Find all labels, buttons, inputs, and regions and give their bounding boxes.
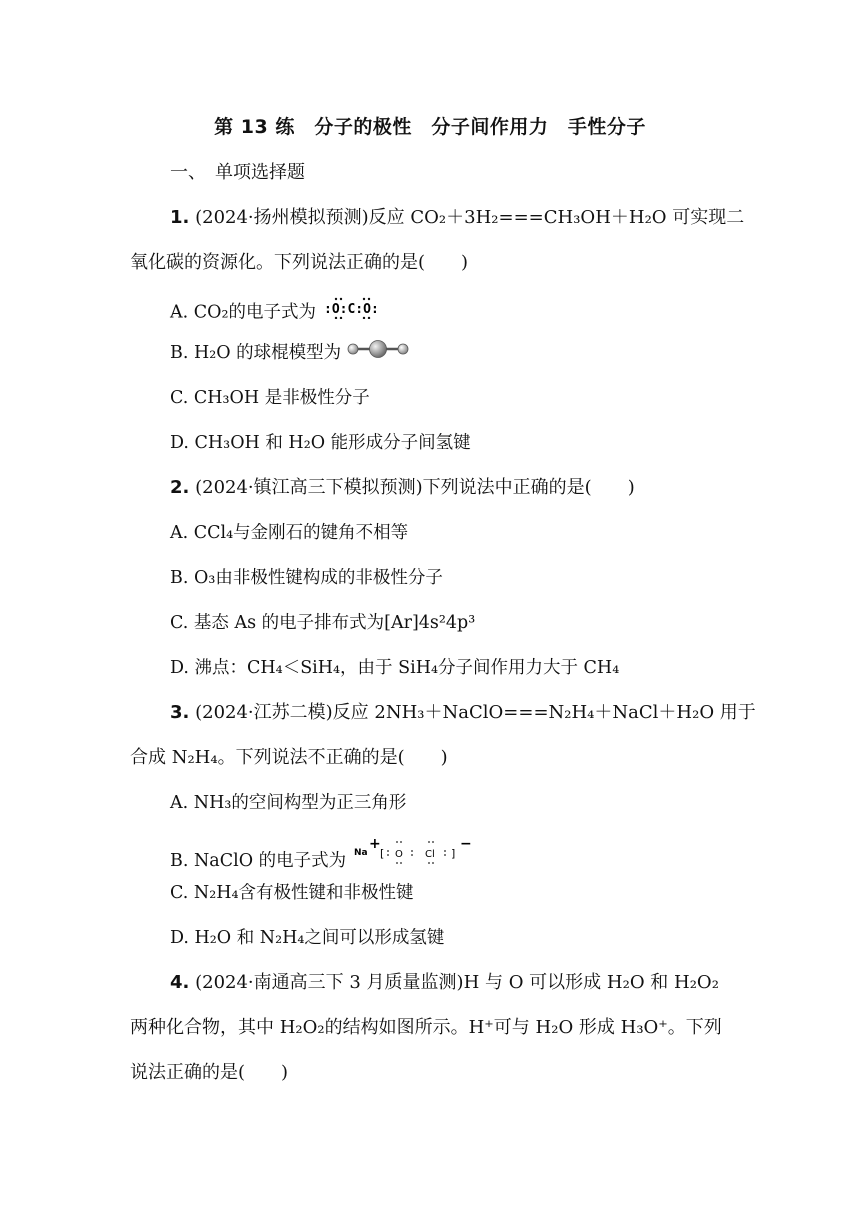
question-1-option-a-text: A. CO₂的电子式为 bbox=[170, 302, 317, 323]
section-heading: 一、 单项选择题 bbox=[170, 162, 305, 183]
naclo-cl-symbol: Cl bbox=[424, 849, 435, 860]
question-1-option-b-text: B. H₂O 的球棍模型为 bbox=[170, 343, 342, 363]
naclo-na-symbol: Na bbox=[353, 848, 368, 858]
question-3-number: 3. bbox=[170, 702, 190, 723]
naclo-electron-dot-figure bbox=[352, 836, 484, 880]
question-1-line-1 bbox=[170, 203, 744, 233]
question-4-line-2: 两种化合物，其中 H₂O₂的结构如图所示。H⁺可与 H₂O 形成 H₃O⁺。下列 bbox=[130, 1017, 722, 1038]
question-2-option-c: C. 基态 As 的电子排布式为[Ar]4s²4p³ bbox=[170, 613, 476, 633]
svg-text:]: ] bbox=[450, 847, 456, 860]
question-2-option-b: B. O₃由非极性键构成的非极性分子 bbox=[170, 568, 443, 588]
question-3-line-1 bbox=[170, 698, 756, 728]
question-1-line-2: 氧化碳的资源化。下列说法正确的是( ) bbox=[130, 252, 469, 273]
question-1-number: 1. bbox=[170, 207, 190, 228]
page-title: 第 13 练 分子的极性 分子间作用力 手性分子 bbox=[214, 116, 646, 138]
question-2-line-1 bbox=[170, 473, 635, 503]
question-1-option-b bbox=[170, 338, 409, 369]
co2-electron-dot-text: :O:C:O: bbox=[323, 302, 379, 317]
question-3-option-b bbox=[170, 836, 484, 880]
question-3-option-d: D. H₂O 和 N₂H₄之间可以形成氢键 bbox=[170, 928, 445, 948]
question-1-stem-1: (2024·扬州模拟预测)反应 CO₂＋3H₂===CH₃OH＋H₂O 可实现二 bbox=[189, 207, 745, 228]
svg-text:[: [ bbox=[379, 847, 385, 860]
question-3-stem-1: (2024·江苏二模)反应 2NH₃＋NaClO===N₂H₄＋NaCl＋H₂O 用于 bbox=[189, 702, 756, 723]
question-2-option-d: D. 沸点：CH₄＜SiH₄，由于 SiH₄分子间作用力大于 CH₄ bbox=[170, 658, 620, 678]
question-1-option-c: C. CH₃OH 是非极性分子 bbox=[170, 388, 370, 408]
question-3-line-2: 合成 N₂H₄。下列说法不正确的是( ) bbox=[130, 747, 448, 768]
question-1-option-a bbox=[170, 297, 382, 329]
question-3-option-a: A. NH₃的空间构型为正三角形 bbox=[170, 793, 407, 813]
question-4-line-1 bbox=[170, 968, 719, 998]
question-2-option-a: A. CCl₄与金刚石的键角不相等 bbox=[170, 523, 409, 543]
question-3-option-b-text: B. NaClO 的电子式为 bbox=[170, 851, 347, 871]
question-4-line-3: 说法正确的是( ) bbox=[130, 1062, 289, 1083]
question-3-option-c: C. N₂H₄含有极性键和非极性键 bbox=[170, 883, 414, 903]
question-1-option-d: D. CH₃OH 和 H₂O 能形成分子间氢键 bbox=[170, 433, 471, 453]
question-2-number: 2. bbox=[170, 477, 190, 498]
question-4-stem-1: (2024·南通高三下 3 月质量监测)H 与 O 可以形成 H₂O 和 H₂O₂ bbox=[189, 972, 719, 993]
naclo-plus-charge: + bbox=[368, 836, 381, 852]
co2-electron-dot-figure bbox=[322, 297, 382, 329]
naclo-o-symbol: O bbox=[394, 849, 403, 860]
question-2-stem-1: (2024·镇江高三下模拟预测)下列说法中正确的是( ) bbox=[189, 477, 635, 498]
question-4-number: 4. bbox=[170, 972, 190, 993]
naclo-minus-charge: − bbox=[459, 836, 472, 852]
h2o-ball-stick-model-figure bbox=[347, 339, 409, 369]
